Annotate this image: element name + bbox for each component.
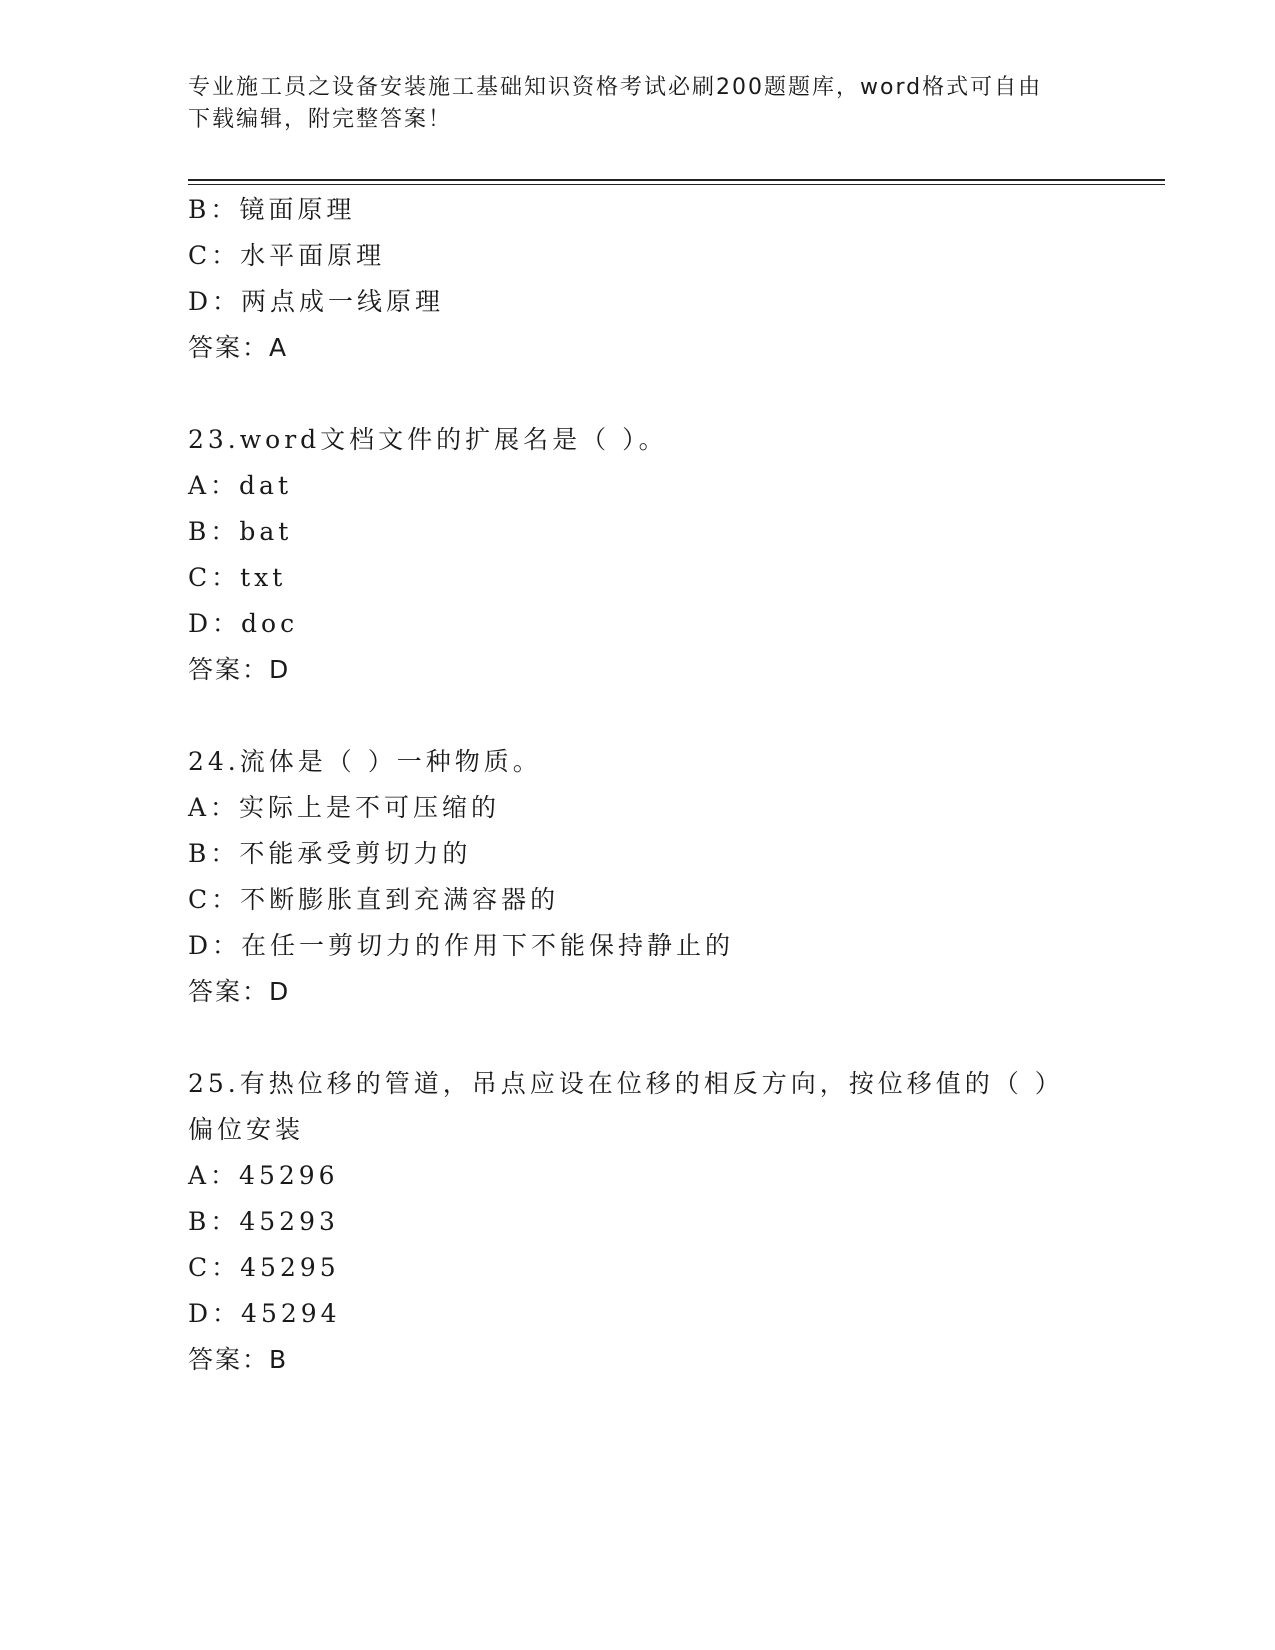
question-list	[188, 187, 1148, 1383]
option-a: A：dat	[188, 471, 293, 500]
document-header	[188, 72, 1088, 136]
option-b: B：不能承受剪切力的	[188, 839, 472, 868]
option-c: C：txt	[188, 563, 287, 592]
question-text-line-2: 偏位安装	[188, 1115, 305, 1144]
question-23	[188, 417, 1148, 693]
option-d: D：在任一剪切力的作用下不能保持静止的	[188, 931, 735, 960]
header-divider-thick	[188, 179, 1165, 181]
answer: 答案：D	[188, 977, 291, 1006]
option-c: C：水平面原理	[188, 241, 386, 270]
question-text: 24.流体是（ ）一种物质。	[188, 747, 542, 776]
answer: 答案：D	[188, 655, 291, 684]
spacer	[188, 693, 1148, 739]
option-c: C：不断膨胀直到充满容器的	[188, 885, 560, 914]
question-24	[188, 739, 1148, 1015]
option-a: A：45296	[188, 1161, 339, 1190]
answer: 答案：B	[188, 1345, 289, 1374]
question-22-continued	[188, 187, 1148, 371]
option-a: A：实际上是不可压缩的	[188, 793, 501, 822]
answer: 答案：A	[188, 333, 289, 362]
option-b: B：45293	[188, 1207, 339, 1236]
question-25	[188, 1061, 1148, 1383]
header-title-line-2: 下载编辑，附完整答案！	[188, 107, 453, 132]
option-d: D：doc	[188, 609, 299, 638]
header-divider-thin	[188, 184, 1165, 185]
spacer	[188, 371, 1148, 417]
option-b: B：bat	[188, 517, 293, 546]
option-c: C：45295	[188, 1253, 340, 1282]
option-d: D：45294	[188, 1299, 341, 1328]
option-b: B：镜面原理	[188, 195, 356, 224]
spacer	[188, 1015, 1148, 1061]
question-text-line-1: 25.有热位移的管道，吊点应设在位移的相反方向，按位移值的（ ）	[188, 1069, 1064, 1098]
question-text: 23.word文档文件的扩展名是（ ）。	[188, 425, 668, 454]
header-title-line-1: 专业施工员之设备安装施工基础知识资格考试必刷200题题库，word格式可自由	[188, 75, 1043, 100]
option-d: D：两点成一线原理	[188, 287, 445, 316]
